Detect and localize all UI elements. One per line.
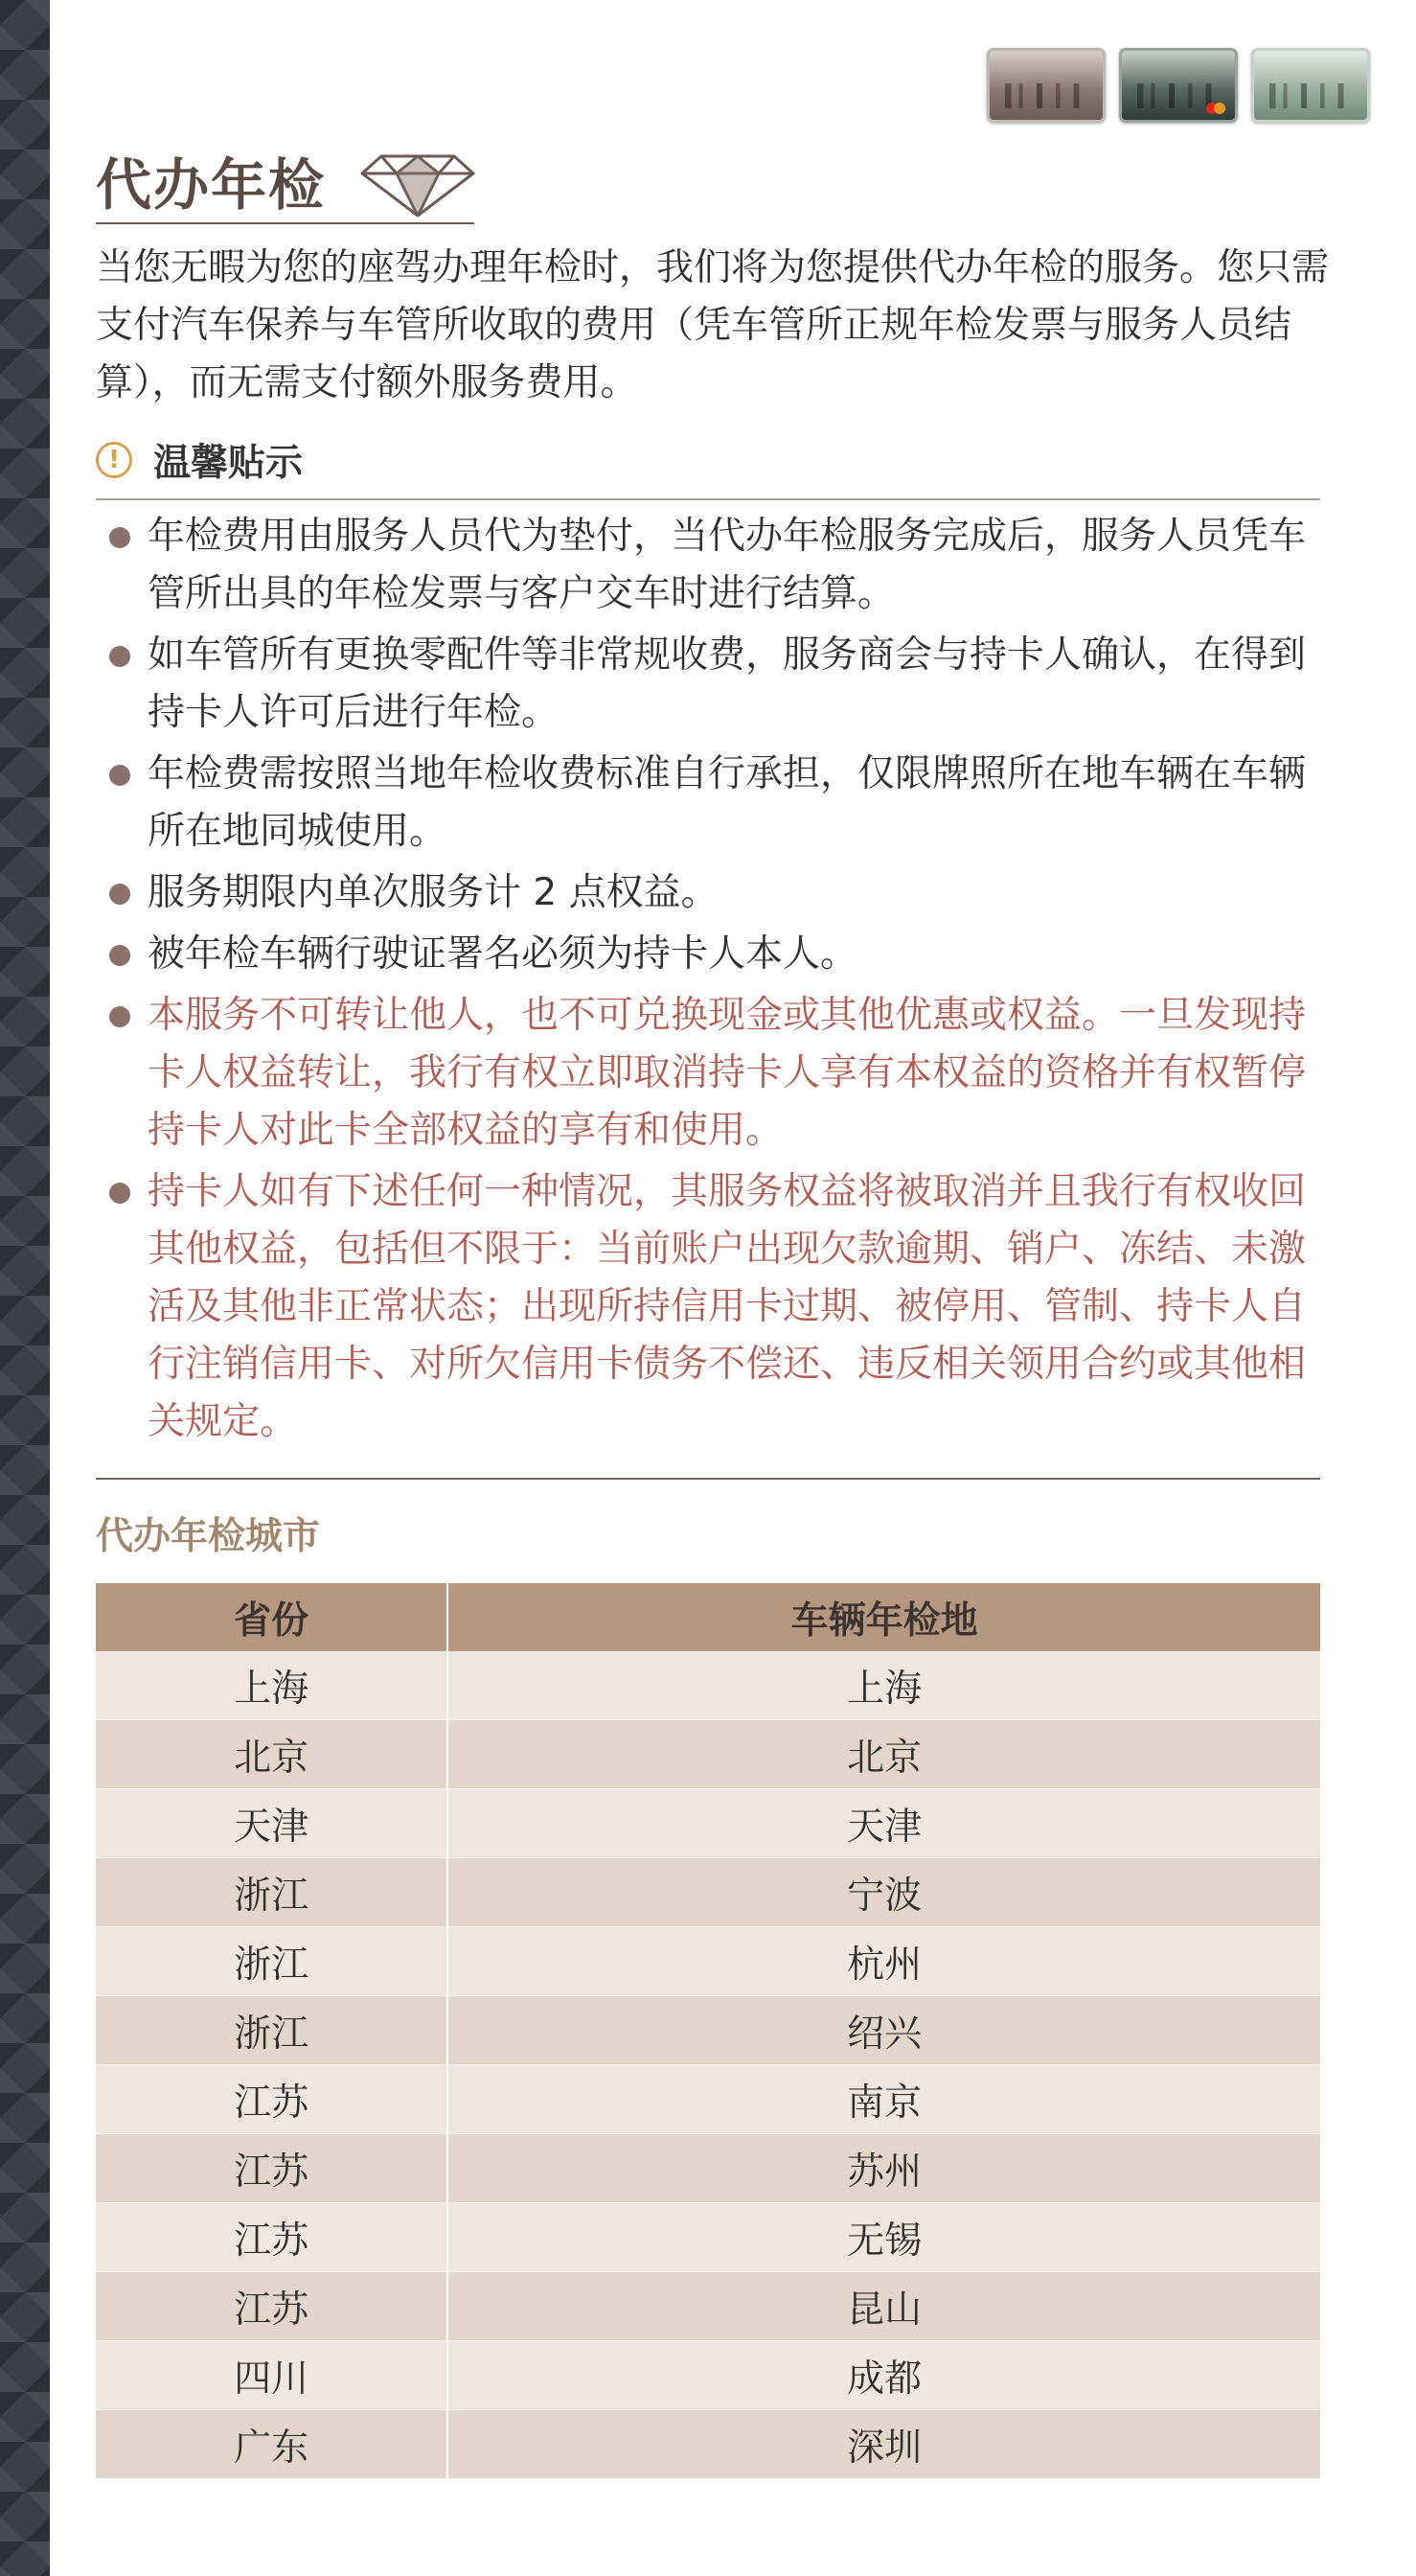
city-cell: 北京 <box>447 1720 1320 1789</box>
page-title: 代办年检 <box>96 152 327 218</box>
table-row <box>96 1858 1320 1927</box>
bullet-icon <box>109 527 130 548</box>
table-row <box>96 2134 1320 2203</box>
province-cell: 江苏 <box>96 2203 447 2272</box>
intro-paragraph: 当您无暇为您的座驾办理年检时，我们将为您提供代办年检的服务。您只需支付汽车保养与车管所收取的费用（凭车管所正规年检发票与服务人员结算），而无需支付额外服务费用。 <box>96 246 1330 404</box>
city-cell: 苏州 <box>447 2134 1320 2203</box>
card-thumbnail-1 <box>987 48 1106 123</box>
bullet-icon <box>109 1006 130 1027</box>
table-header-row <box>96 1583 1320 1651</box>
title-underline <box>96 222 474 224</box>
bullet-icon <box>109 646 130 667</box>
tips-list <box>96 508 1332 1455</box>
cities-table <box>96 1583 1320 2478</box>
table-row <box>96 2341 1320 2410</box>
city-cell: 深圳 <box>447 2410 1320 2479</box>
bullet-icon <box>109 1183 130 1204</box>
province-cell: 浙江 <box>96 1927 447 1996</box>
province-cell: 江苏 <box>96 2134 447 2203</box>
table-row <box>96 2410 1320 2479</box>
city-cell: 杭州 <box>447 1927 1320 1996</box>
table-row <box>96 2272 1320 2341</box>
table-row <box>96 1927 1320 1996</box>
city-cell: 成都 <box>447 2341 1320 2410</box>
tip-text: 年检费用由服务人员代为垫付，当代办年检服务完成后，服务人员凭车管所出具的年检发票与客户交车时进行结算。 <box>148 515 1307 615</box>
card-thumbnail-3 <box>1251 48 1370 123</box>
tip-text: 持卡人如有下述任何一种情况，其服务权益将被取消并且我行有权收回其他权益，包括但不限于：当前账户出现欠款逾期、销户、冻结、未激活及其他非正常状态；出现所持信用卡过期、被停用、管制、持卡人自行注销信用卡、对所欠信用卡债务不偿还、违反相关领用合约或其他相关规定。 <box>148 1170 1307 1443</box>
column-header-province: 省份 <box>96 1583 447 1651</box>
table-row <box>96 2203 1320 2272</box>
tip-text: 被年检车辆行驶证署名必须为持卡人本人。 <box>148 932 858 976</box>
tip-item <box>96 746 1332 861</box>
diamond-icon <box>358 152 477 218</box>
table-row <box>96 1720 1320 1789</box>
tip-text: 如车管所有更换零配件等非常规收费，服务商会与持卡人确认，在得到持卡人许可后进行年检。 <box>148 633 1307 734</box>
page-header <box>96 151 477 218</box>
decorative-side-strip <box>0 0 50 2576</box>
tip-item-warning <box>96 1163 1332 1451</box>
tip-item <box>96 508 1332 623</box>
bullet-icon <box>109 765 130 786</box>
province-cell: 江苏 <box>96 2272 447 2341</box>
table-row <box>96 1789 1320 1858</box>
alert-icon: ! <box>96 442 132 478</box>
province-cell: 广东 <box>96 2410 447 2479</box>
city-cell: 天津 <box>447 1789 1320 1858</box>
city-cell: 绍兴 <box>447 1996 1320 2065</box>
city-cell: 宁波 <box>447 1858 1320 1927</box>
tip-text: 服务期限内单次服务计 2 点权益。 <box>148 871 719 914</box>
cities-section-title: 代办年检城市 <box>96 1515 321 1558</box>
card-thumbnails <box>987 48 1370 123</box>
bullet-icon <box>109 945 130 966</box>
province-cell: 上海 <box>96 1651 447 1720</box>
divider <box>96 498 1320 500</box>
bullet-icon <box>109 884 130 905</box>
tips-title: 温馨贴示 <box>153 442 304 485</box>
table-row <box>96 1996 1320 2065</box>
city-cell: 上海 <box>447 1651 1320 1720</box>
city-cell: 昆山 <box>447 2272 1320 2341</box>
divider <box>96 1478 1320 1480</box>
table-row <box>96 1651 1320 1720</box>
tip-item <box>96 926 1332 983</box>
city-cell: 南京 <box>447 2065 1320 2134</box>
province-cell: 天津 <box>96 1789 447 1858</box>
tip-item <box>96 864 1332 922</box>
mastercard-logo-icon <box>1206 103 1225 114</box>
province-cell: 江苏 <box>96 2065 447 2134</box>
province-cell: 浙江 <box>96 1858 447 1927</box>
tip-text: 年检费需按照当地年检收费标准自行承担，仅限牌照所在地车辆在车辆所在地同城使用。 <box>148 752 1307 853</box>
tips-header <box>96 433 303 487</box>
table-row <box>96 2065 1320 2134</box>
province-cell: 四川 <box>96 2341 447 2410</box>
city-cell: 无锡 <box>447 2203 1320 2272</box>
tip-text: 本服务不可转让他人，也不可兑换现金或其他优惠或权益。一旦发现持卡人权益转让，我行有权立即取消持卡人享有本权益的资格并有权暂停持卡人对此卡全部权益的享有和使用。 <box>148 994 1307 1152</box>
province-cell: 浙江 <box>96 1996 447 2065</box>
province-cell: 北京 <box>96 1720 447 1789</box>
tip-item-warning <box>96 987 1332 1160</box>
tip-item <box>96 627 1332 742</box>
card-thumbnail-2 <box>1119 48 1238 123</box>
column-header-city: 车辆年检地 <box>447 1583 1320 1651</box>
